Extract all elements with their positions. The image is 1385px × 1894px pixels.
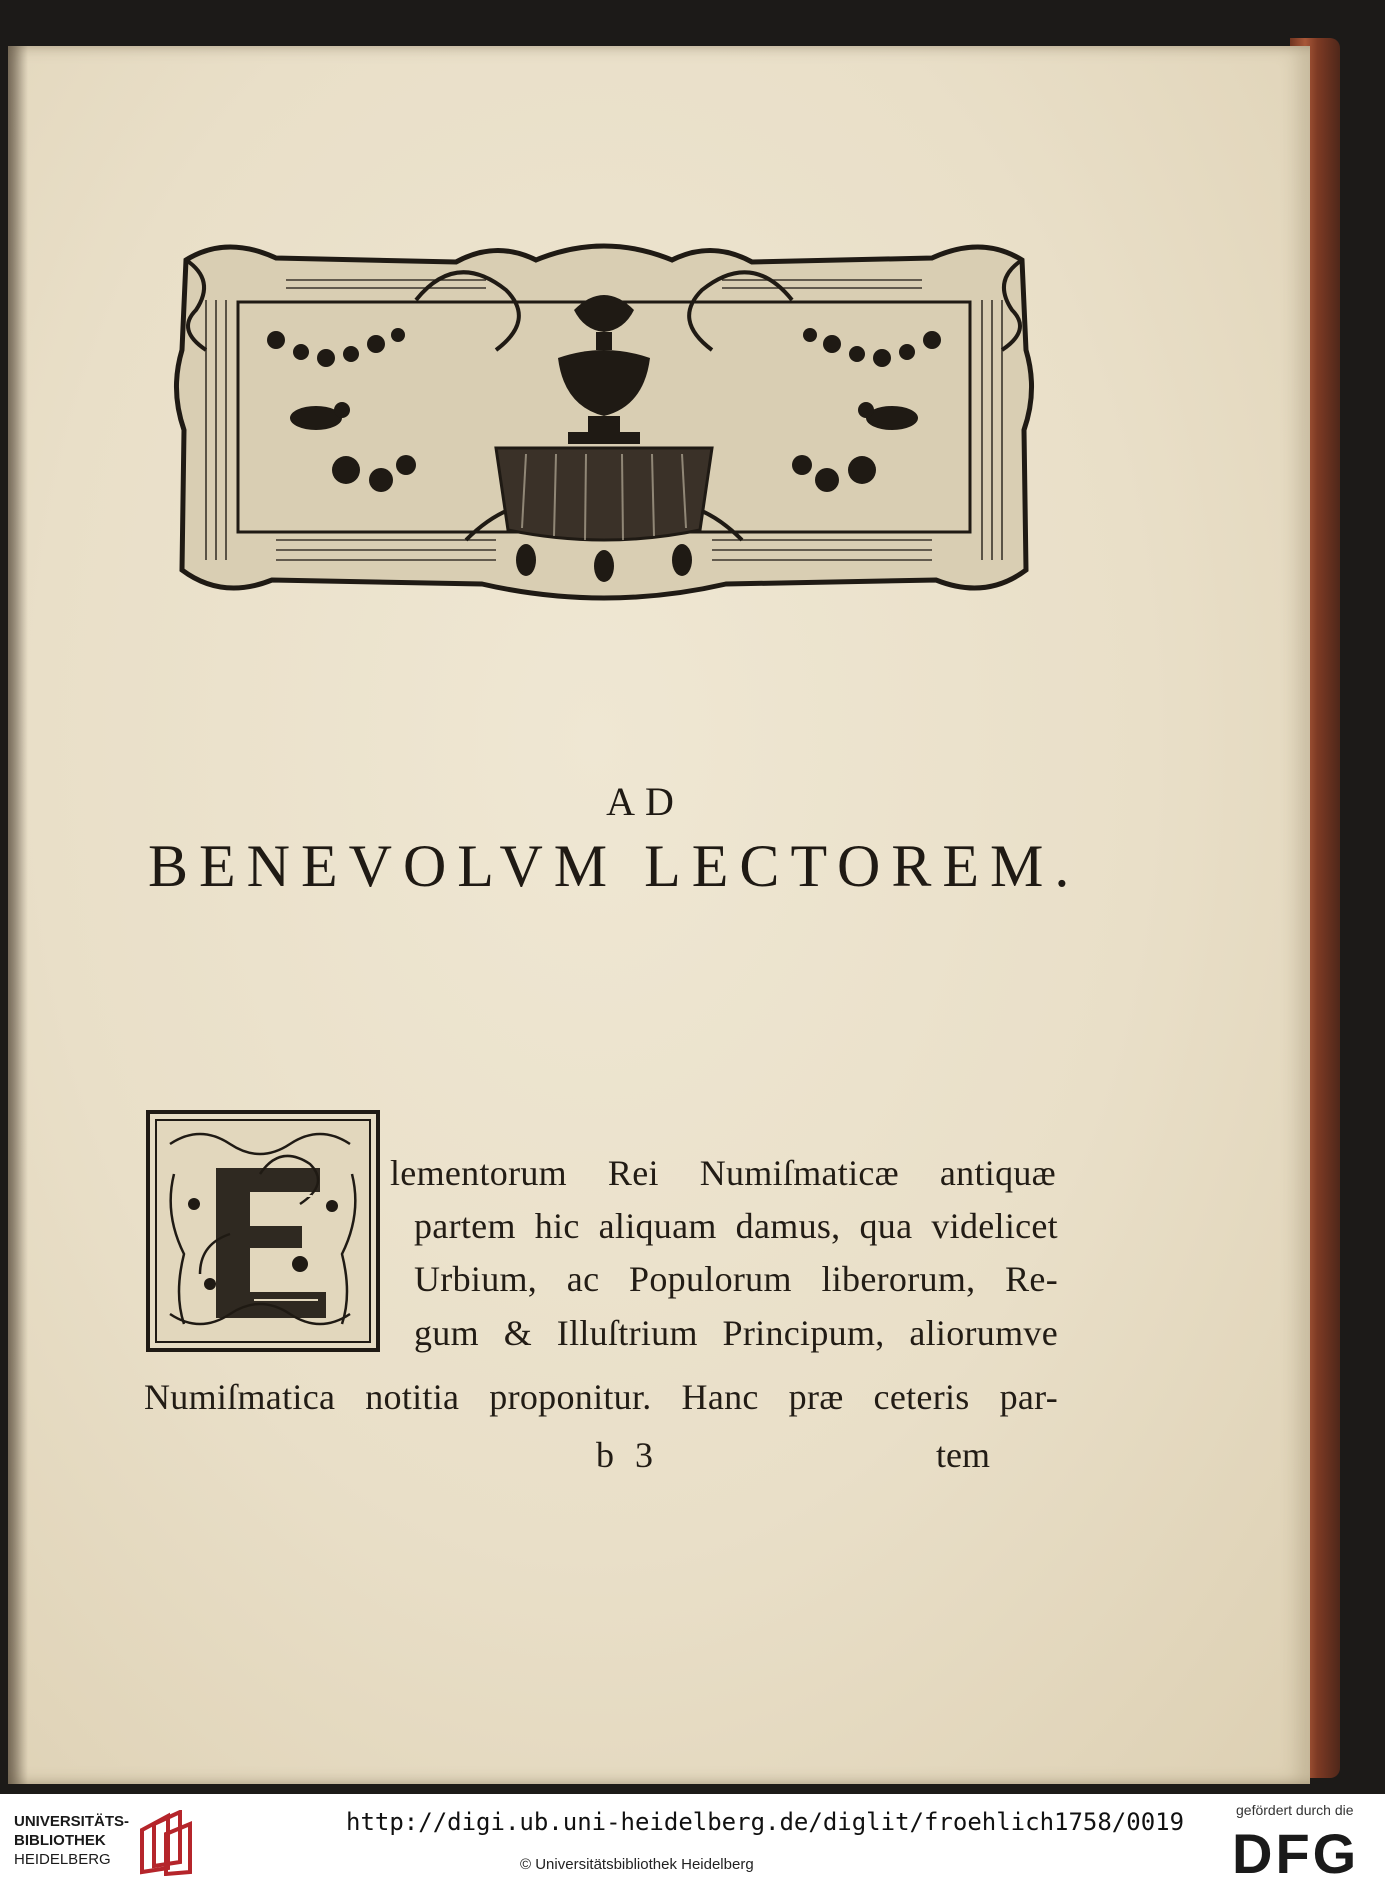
headpiece-ornament: [166, 240, 1042, 612]
body-text-line: Numiſmatica notitia proponitur. Hanc præ ceteris par-: [144, 1377, 1058, 1417]
viewer-footer: [0, 1794, 1385, 1894]
body-text-line: Urbium, ac Populorum liberorum, Re-: [414, 1259, 1058, 1299]
body-text-line: lementorum Rei Numiſmaticæ antiquæ: [390, 1153, 1056, 1193]
funding-label: gefördert durch die: [1236, 1802, 1354, 1818]
copyright-notice: © Universitätsbibliothek Heidelberg: [520, 1856, 754, 1873]
catchword: tem: [936, 1435, 990, 1475]
heading-small: AD: [606, 779, 684, 824]
logo-text-line1: UNIVERSITÄTS-: [14, 1813, 130, 1830]
logo-text-line2: BIBLIOTHEK: [14, 1832, 106, 1849]
gutter-shadow: [8, 46, 28, 1784]
permalink-url[interactable]: http://digi.ub.uni-heidelberg.de/diglit/froehlich1758/0019: [346, 1808, 1185, 1836]
logo-text-line3: HEIDELBERG: [14, 1851, 111, 1868]
decorated-initial-e: [146, 1110, 380, 1352]
body-text-line: partem hic aliquam damus, qua videlicet: [414, 1206, 1058, 1246]
signature-mark: b 3: [596, 1435, 659, 1475]
dfg-logo[interactable]: DFG: [1232, 1822, 1360, 1885]
heading-main: BENEVOLVM LECTOREM.: [148, 833, 1081, 899]
body-text-line: gum & Illuſtrium Principum, aliorumve: [414, 1313, 1058, 1353]
library-emblem-icon: [138, 1810, 194, 1876]
